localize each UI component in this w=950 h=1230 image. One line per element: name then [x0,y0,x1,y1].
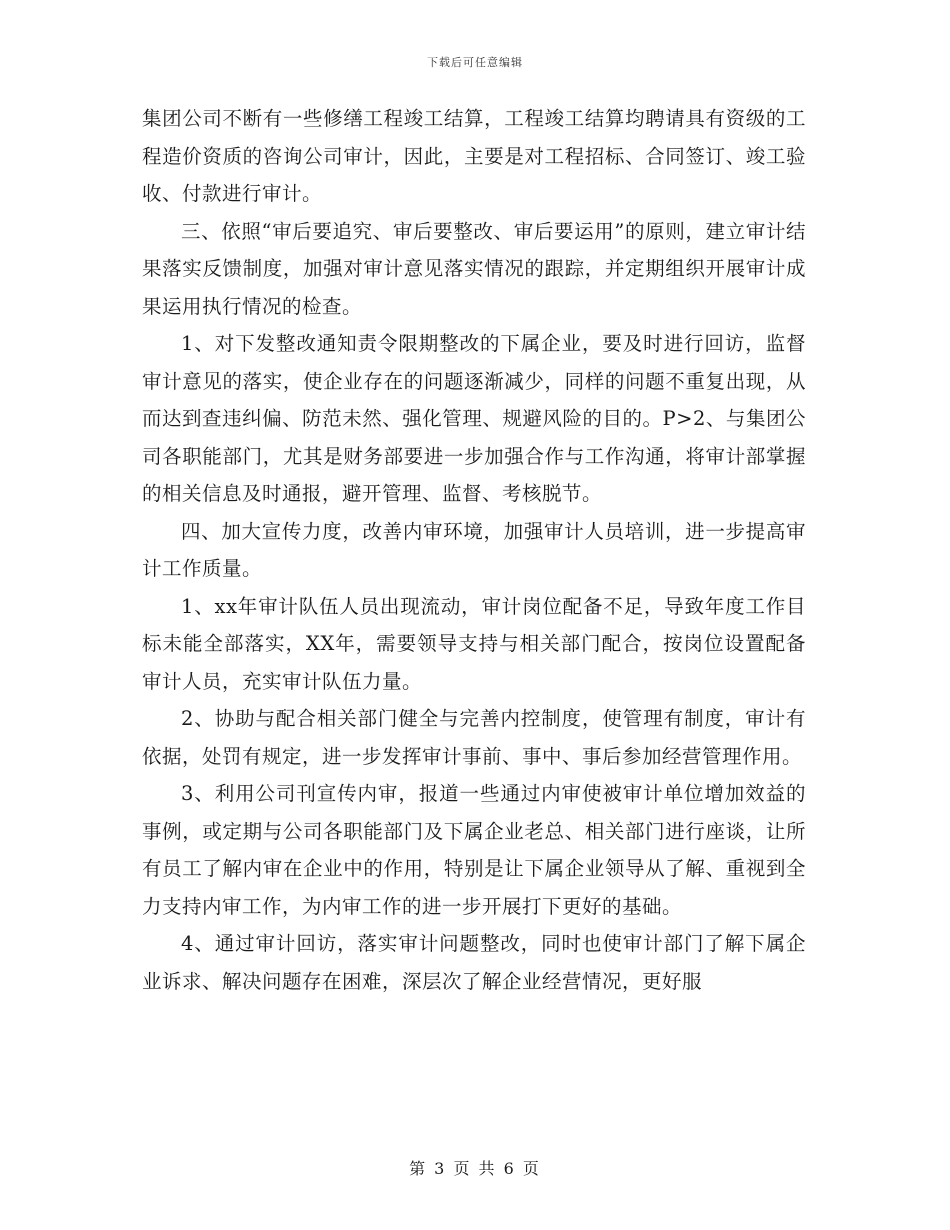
paragraph: 3、利用公司刊宣传内审，报道一些通过内审使被审计单位增加效益的事例，或定期与公司各职能部门及下属企业老总、相关部门进行座谈，让所有员工了解内审在企业中的作用，特别是让下属企业领导从了解、重视到全力支持内审工作，为内审工作的进一步开展打下更好的基础。 [142,782,806,918]
document-body [142,100,806,1000]
paragraph: 集团公司不断有一些修缮工程竣工结算，工程竣工结算均聘请具有资级的工程造价资质的咨询公司审计，因此，主要是对工程招标、合同签订、竣工验收、付款进行审计。 [142,107,806,205]
page-header: 下载后可任意编辑 [427,56,523,69]
paragraph: 三、依照“审后要追究、审后要整改、审后要运用”的原则，建立审计结果落实反馈制度，加强对审计意见落实情况的跟踪，并定期组织开展审计成果运用执行情况的检查。 [142,219,806,318]
paragraph: 2、协助与配合相关部门健全与完善内控制度，使管理有制度，审计有依据，处罚有规定，进一步发挥审计事前、事中、事后参加经营管理作用。 [142,707,806,768]
paragraph: 1、对下发整改通知责令限期整改的下属企业，要及时进行回访，监督审计意见的落实，使企业存在的问题逐渐减少，同样的问题不重复出现，从而达到查违纠偏、防范未然、强化管理、规避风险的目的。P>2、与集团公司各职能部门，尤其是财务部要进一步加强合作与工作沟通，将审计部掌握的相关信息及时通报，避开管理、监督、考核脱节。 [142,332,806,505]
page-number: 第 3 页 共 6 页 [409,1159,541,1178]
paragraph: 1、xx年审计队伍人员出现流动，审计岗位配备不足，导致年度工作目标未能全部落实，XX年，需要领导支持与相关部门配合，按岗位设置配备审计人员，充实审计队伍力量。 [142,594,806,693]
paragraph: 四、加大宣传力度，改善内审环境，加强审计人员培训，进一步提高审计工作质量。 [142,519,806,580]
paragraph: 4、通过审计回访，落实审计问题整改，同时也使审计部门了解下属企业诉求、解决问题存在困难，深层次了解企业经营情况，更好服 [142,932,806,993]
